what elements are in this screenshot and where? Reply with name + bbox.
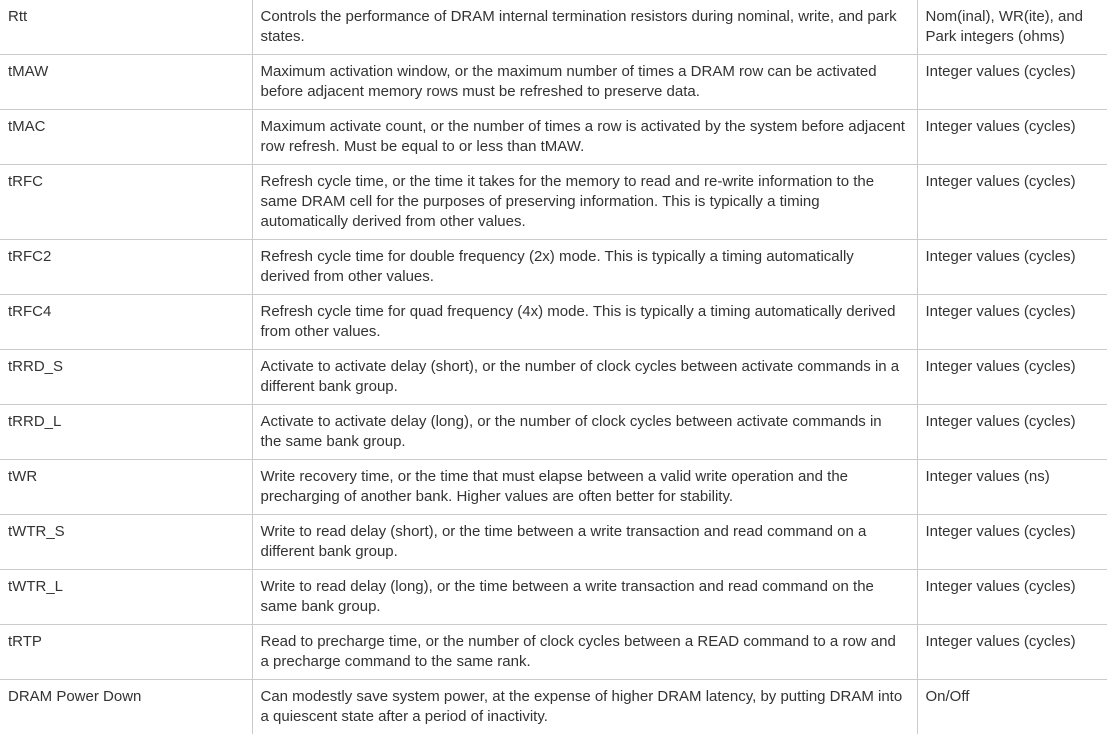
parameter-values-cell: Nom(inal), WR(ite), and Park integers (ohms) (917, 0, 1107, 55)
table-row (0, 405, 1107, 460)
table-row (0, 625, 1107, 680)
parameter-name-cell: tRRD_S (0, 350, 252, 405)
parameter-description-cell: Activate to activate delay (long), or the number of clock cycles between activate commands in the same bank group. (252, 405, 917, 460)
parameter-description-cell: Can modestly save system power, at the expense of higher DRAM latency, by putting DRAM into a quiescent state after a period of inactivity. (252, 680, 917, 734)
parameter-name-cell: tRRD_L (0, 405, 252, 460)
parameter-name-cell: tRFC2 (0, 240, 252, 295)
parameter-description-cell: Maximum activation window, or the maximum number of times a DRAM row can be activated before adjacent memory rows must be refreshed to preserve data. (252, 55, 917, 110)
parameter-values-cell: Integer values (cycles) (917, 55, 1107, 110)
parameter-name-cell: tMAC (0, 110, 252, 165)
table-row (0, 350, 1107, 405)
parameter-name-cell: tMAW (0, 55, 252, 110)
parameter-name-cell: tWTR_S (0, 515, 252, 570)
table-row (0, 515, 1107, 570)
parameter-values-cell: Integer values (ns) (917, 460, 1107, 515)
parameter-description-cell: Activate to activate delay (short), or the number of clock cycles between activate commands in a different bank group. (252, 350, 917, 405)
parameter-description-cell: Refresh cycle time for double frequency (2x) mode. This is typically a timing automatically derived from other values. (252, 240, 917, 295)
parameter-values-cell: Integer values (cycles) (917, 625, 1107, 680)
parameter-name-cell: Rtt (0, 0, 252, 55)
parameter-description-cell: Read to precharge time, or the number of clock cycles between a READ command to a row and a precharge command to the same rank. (252, 625, 917, 680)
parameter-values-cell: On/Off (917, 680, 1107, 734)
table-row (0, 680, 1107, 734)
table-row (0, 240, 1107, 295)
table-row (0, 460, 1107, 515)
parameter-values-cell: Integer values (cycles) (917, 570, 1107, 625)
parameter-name-cell: tRFC4 (0, 295, 252, 350)
parameter-description-cell: Maximum activate count, or the number of times a row is activated by the system before adjacent row refresh. Must be equal to or less than tMAW. (252, 110, 917, 165)
parameter-values-cell: Integer values (cycles) (917, 515, 1107, 570)
parameter-description-cell: Refresh cycle time, or the time it takes for the memory to read and re-write information to the same DRAM cell for the purposes of preserving information. This is typically a timing automatically derived from other values. (252, 165, 917, 240)
parameter-values-cell: Integer values (cycles) (917, 295, 1107, 350)
table-row (0, 570, 1107, 625)
parameter-values-cell: Integer values (cycles) (917, 240, 1107, 295)
parameter-values-cell: Integer values (cycles) (917, 405, 1107, 460)
table-row (0, 110, 1107, 165)
parameter-name-cell: DRAM Power Down (0, 680, 252, 734)
parameter-values-cell: Integer values (cycles) (917, 165, 1107, 240)
parameter-description-cell: Refresh cycle time for quad frequency (4x) mode. This is typically a timing automatically derived from other values. (252, 295, 917, 350)
table-row (0, 0, 1107, 55)
table-row (0, 295, 1107, 350)
parameter-name-cell: tRTP (0, 625, 252, 680)
table-row (0, 55, 1107, 110)
parameter-description-cell: Write recovery time, or the time that must elapse between a valid write operation and the precharging of another bank. Higher values are often better for stability. (252, 460, 917, 515)
parameter-values-cell: Integer values (cycles) (917, 110, 1107, 165)
parameter-description-cell: Write to read delay (short), or the time between a write transaction and read command on a different bank group. (252, 515, 917, 570)
parameter-values-cell: Integer values (cycles) (917, 350, 1107, 405)
parameter-name-cell: tWR (0, 460, 252, 515)
parameter-description-cell: Controls the performance of DRAM internal termination resistors during nominal, write, and park states. (252, 0, 917, 55)
parameter-description-cell: Write to read delay (long), or the time between a write transaction and read command on the same bank group. (252, 570, 917, 625)
table-row (0, 165, 1107, 240)
parameter-name-cell: tRFC (0, 165, 252, 240)
parameter-name-cell: tWTR_L (0, 570, 252, 625)
